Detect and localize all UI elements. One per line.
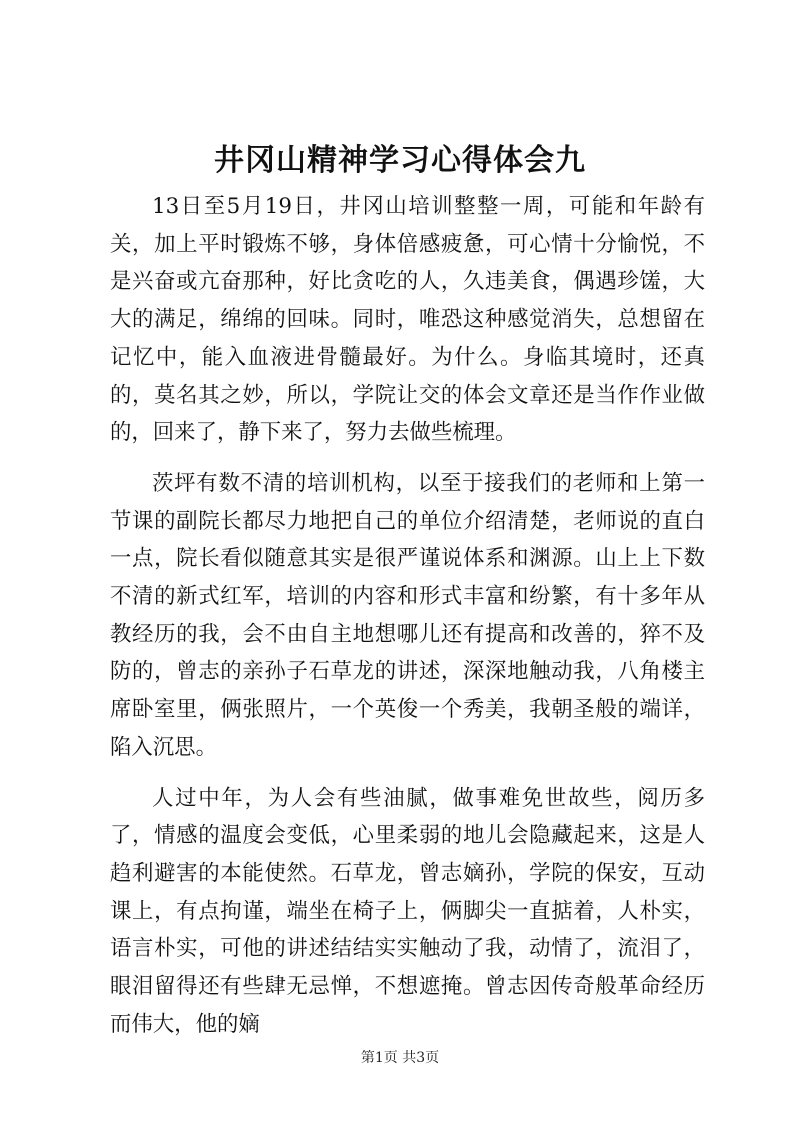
paragraph: 茨坪有数不清的培训机构，以至于接我们的老师和上第一节课的副院长都尽力地把自己的单位介绍清楚，老师说的直白一点，院长看似随意其实是很严谨说体系和渊源。山上上下数不清的新式红军，培训的内容和形式丰富和纷繁，有十多年从教经历的我，会不由自主地想哪儿还有提高和改善的，猝不及防的，曾志的亲孙子石草龙的讲述，深深地触动我，八角楼主席卧室里，俩张照片，一个英俊一个秀美，我朝圣般的端详，陷入沉思。	[110, 470, 705, 760]
page-footer: 第1页 共3页	[360, 1050, 440, 1066]
document-title: 井冈山精神学习心得体会九	[214, 143, 586, 178]
document-body	[110, 188, 705, 1043]
paragraph: 人过中年，为人会有些油腻，做事难免世故些，阅历多了，情感的温度会变低，心里柔弱的地儿会隐藏起来，这是人趋利避害的本能使然。石草龙，曾志嫡孙，学院的保安，互动课上，有点拘谨，端坐在椅子上，俩脚尖一直掂着，人朴实，语言朴实，可他的讲述结结实实触动了我，动情了，流泪了，眼泪留得还有些肆无忌惮，不想遮掩。曾志因传奇般革命经历而伟大，他的嫡	[110, 785, 705, 1037]
paragraph: 13日至5月19日，井冈山培训整整一周，可能和年龄有关，加上平时锻炼不够，身体倍感疲惫，可心情十分愉悦，不是兴奋或亢奋那种，好比贪吃的人，久违美食，偶遇珍馐，大大的满足，绵绵的回味。同时，唯恐这种感觉消失，总想留在记忆中，能入血液进骨髓最好。为什么。身临其境时，还真的，莫名其之妙，所以，学院让交的体会文章还是当作作业做的，回来了，静下来了，努力去做些梳理。	[110, 194, 705, 446]
